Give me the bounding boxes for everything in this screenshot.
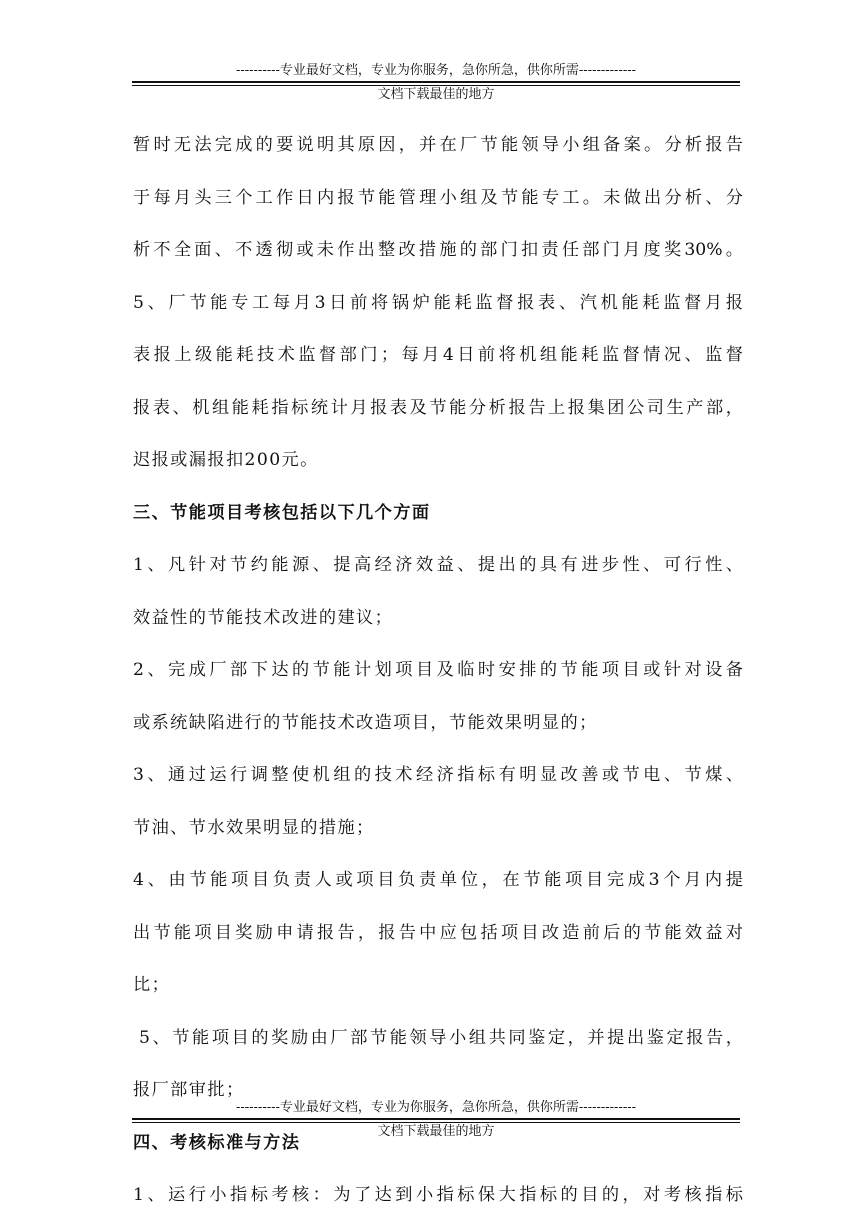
body-line: 3、通过运行调整使机组的技术经济指标有明显改善或节电、节煤、 (133, 765, 743, 785)
body-line: 报表、机组能耗指标统计月报表及节能分析报告上报集团公司生产部， (133, 397, 743, 418)
header-rule-thick (132, 81, 740, 83)
body-line: 析不全面、不透彻或未作出整改措施的部门扣责任部门月度奖30%。 (133, 240, 743, 260)
header-tagline: ----------专业最好文档，专业为你服务，急你所急，供你所需------------- (235, 63, 637, 78)
body-line: 节油、节水效果明显的措施； (133, 817, 375, 838)
body-line: 效益性的节能技术改进的建议； (133, 607, 394, 628)
page-footer (132, 1099, 740, 1141)
body-line: 暂时无法完成的要说明其原因，并在厂节能领导小组备案。分析报告 (133, 135, 743, 155)
header-subline: 文档下载最佳的地方 (377, 87, 495, 102)
body-line: 于每月头三个工作日内报节能管理小组及节能专工。未做出分析、分 (133, 187, 743, 208)
body-line: 2、完成厂部下达的节能计划项目及临时安排的节能项目或针对设备 (133, 660, 743, 680)
document-body (133, 119, 743, 1222)
body-line: 1、运行小指标考核：为了达到小指标保大指标的目的，对考核指标 (133, 1185, 743, 1205)
body-line: 报厂部审批； (133, 1080, 245, 1100)
section-heading: 三、节能项目考核包括以下几个方面 (133, 502, 431, 523)
body-line: 迟报或漏报扣200元。 (133, 450, 319, 470)
body-line: 5、节能项目的奖励由厂部节能领导小组共同鉴定，并提出鉴定报告， (139, 1027, 743, 1048)
body-line: 1、凡针对节约能源、提高经济效益、提出的具有进步性、可行性、 (133, 555, 743, 575)
body-line: 比； (133, 975, 171, 995)
page-header (132, 62, 740, 104)
footer-subline: 文档下载最佳的地方 (377, 1124, 495, 1139)
body-line: 4、由节能项目负责人或项目负责单位，在节能项目完成3个月内提 (133, 870, 743, 890)
body-line: 或系统缺陷进行的节能技术改造项目，节能效果明显的； (133, 712, 598, 733)
footer-rule-thick (132, 1118, 740, 1120)
section-heading: 四、考核标准与方法 (133, 1132, 301, 1153)
body-line: 出节能项目奖励申请报告，报告中应包括项目改造前后的节能效益对 (133, 922, 743, 943)
footer-tagline: ----------专业最好文档，专业为你服务，急你所急，供你所需------------- (235, 1100, 637, 1115)
body-line: 表报上级能耗技术监督部门；每月4日前将机组能耗监督情况、监督 (133, 345, 743, 365)
body-line: 5、厂节能专工每月3日前将锅炉能耗监督报表、汽机能耗监督月报 (133, 292, 743, 313)
